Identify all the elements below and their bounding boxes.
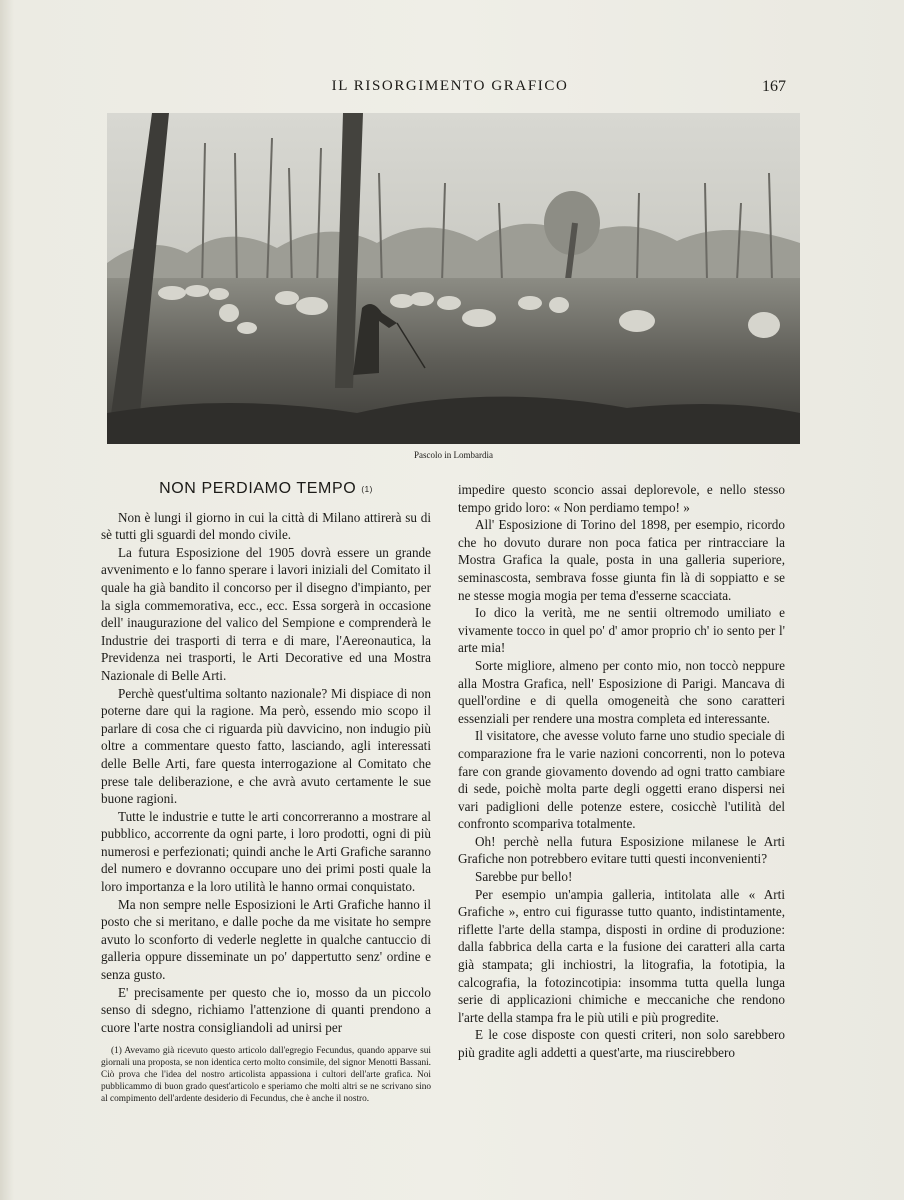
paragraph: Per esempio un'ampia galleria, intitolata alle « Arti Grafiche », entro cui figurasse tutto quanto, indistintamente, riflette l'arte della stampa, disposti in ordine di produzione: dalla fabbrica della carta e la fusione dei caratteri alla carta già stampata; gli inchiostri, la litografia, la fototipia, la calcografia, la fotozincotipia: insomma tutta quella lunga serie di applicazioni chimiche e meccaniche che rendono l'arte della stampa fra le più utili e più progredite.: [458, 886, 785, 1025]
paragraph: Tutte le industrie e tutte le arti concorreranno a mostrare al pubblico, accorrente da ogni parte, i loro prodotti, ogni di più numerosi e perfezionati; quindi anche le Arti Grafiche saranno del numero e dovranno occupare uno dei primi posti quale la loro importanza e la loro utilità le hanno ormai conquistato.: [101, 808, 431, 895]
article-title: [101, 480, 431, 498]
right-column: [458, 481, 785, 1062]
paragraph: E' precisamente per questo che io, mosso da un piccolo senso di sdegno, richiamo l'attenzione di quanti prendono a cuore l'arte nostra consigliandoli ad unirsi per: [101, 984, 431, 1035]
page-number: 167: [762, 78, 786, 95]
paragraph: Sorte migliore, almeno per conto mio, non toccò neppure alla Mostra Grafica, nell' Esposizione di Parigi. Mancava di quell'ordine e di quella omogeneità che sono caratteri essenziali per rendere una mostra completa ed interessante.: [458, 657, 785, 726]
paragraph: impedire questo sconcio assai deplorevole, e nello stesso tempo grido loro: « Non perdiamo tempo! »: [458, 482, 785, 515]
article-title-text: NON PERDIAMO TEMPO: [159, 480, 357, 497]
paragraph: Io dico la verità, me ne sentii oltremodo umiliato e vivamente tocco in quel po' d' amor proprio ch' io sento per l' arte mia!: [458, 605, 785, 656]
paragraph: Perchè quest'ultima soltanto nazionale? Mi dispiace di non poterne dare qui la ragione. Ma però, essendo mio scopo il parlare di cosa che ci riguarda più davvicino, non indugio più oltre a commentare questo fatto, lasciando, agli interessati delle Belle Arti, fare questa interrogazione al Comitato che prese tale deliberazione, e che avrà avuto certamente le sue buone ragioni.: [101, 685, 431, 807]
paragraph: Ma non sempre nelle Esposizioni le Arti Grafiche hanno il posto che si meritano, e dalle poche da me visitate ho sempre avuto lo sconforto di vederle neglette in qualche cantuccio di galleria oppure disseminate un po' dappertutto senz' ordine e senza gusto.: [101, 896, 431, 983]
paragraph: Non è lungi il giorno in cui la città di Milano attirerà su di sè tutti gli sguardi del mondo civile.: [101, 509, 431, 543]
footnote: (1) Avevamo già ricevuto questo articolo dall'egregio Fecundus, quando apparve sui giornali una proposta, se non identica certo molto consimile, del signor Menotti Bassani. Ciò prova che l'idea del nostro articolista appassiona i cultori dell'arte grafica. Noi pubblicammo di buon grado quest'articolo e speriamo che molti altri se ne scrivano sino al compimento dell'ardente desiderio di Fecundus, che è anche il nostro.: [101, 1046, 431, 1105]
running-head: IL RISORGIMENTO GRAFICO: [331, 78, 569, 94]
pastoral-photograph: [107, 113, 800, 444]
paragraph: Sarebbe pur bello!: [475, 869, 573, 885]
paragraph: La futura Esposizione del 1905 dovrà essere un grande avvenimento e lo fanno sperare i lavori iniziali del Comitato il quale ha già bandito il concorso per il disegno d'impianto, per la sigla commemorativa, ecc., ecc. Essa sorgerà in occasione dell' inaugurazione del valico del Sempione e comprenderà le Industrie dei trasporti di terra e di mare, l'Aereonautica, la Previdenza nei trasporti, le Arti Decorative ed una Mostra Nazionale di Belle Arti.: [101, 544, 431, 683]
paragraph: E le cose disposte con questi criteri, non solo sarebbero più gradite agli addetti a quest'arte, ma riuscirebbero: [458, 1027, 785, 1060]
paragraph: All' Esposizione di Torino del 1898, per esempio, ricordo che ho dovuto durare non poca fatica per rintracciare la Mostra Grafica la quale, posta in una galleria superiore, seminascosta, sembrava fosse giunta fin là di soppiatto e se ne stesse mogia mogia per tema d'esserne scacciata.: [458, 517, 785, 603]
paragraph: Il visitatore, che avesse voluto farne uno studio speciale di comparazione fra le varie nazioni concorrenti, non lo poteva fare con grande giovamento dovendo ad ogni tratto cambiare di sede, poichè molta parte degli oggetti erano dispersi nei vari padiglioni delle potenze estere, cosicchè l'utilità del confronto scompariva totalmente.: [458, 728, 785, 832]
paragraph: Oh! perchè nella futura Esposizione milanese le Arti Grafiche non potrebbero evitare tutti questi inconvenienti?: [458, 833, 785, 867]
left-column: [101, 480, 431, 1105]
photo-caption: Pascolo in Lombardia: [414, 450, 493, 460]
title-footnote-ref: (1): [361, 485, 373, 494]
